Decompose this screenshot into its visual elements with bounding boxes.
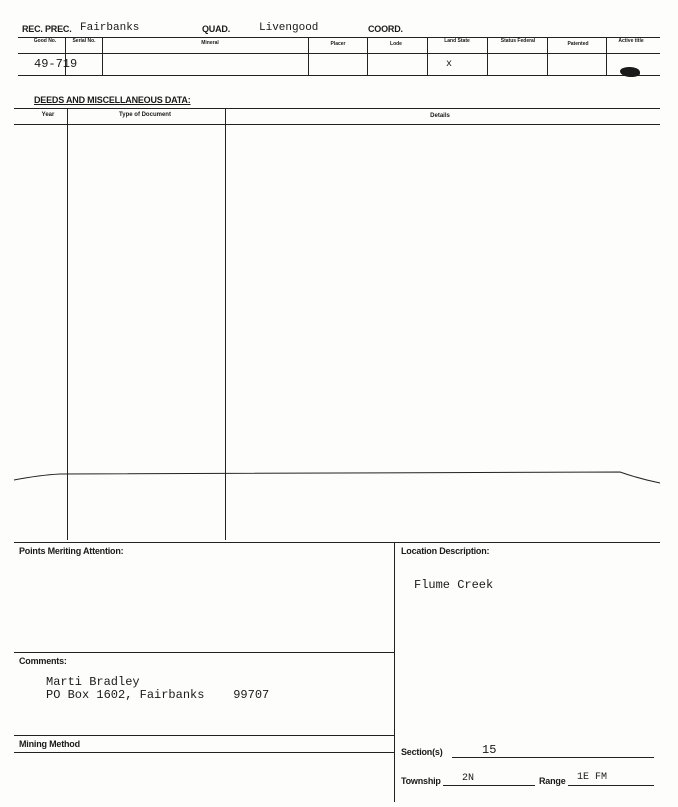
col-serial-no: Serial No. — [72, 38, 96, 44]
bottom-section-top-line — [14, 542, 660, 543]
township-value: 2N — [462, 773, 475, 784]
col-active-title: Active title — [618, 38, 644, 44]
township-underline — [443, 785, 535, 786]
points-label: Points Meriting Attention: — [19, 546, 124, 556]
record-table-top-line — [18, 37, 660, 38]
comments-line-2: PO Box 1602, Fairbanks 99707 — [46, 688, 270, 702]
mining-label: Mining Method — [19, 739, 80, 749]
ink-blot — [620, 67, 640, 77]
deeds-title: DEEDS AND MISCELLANEOUS DATA: — [34, 95, 191, 105]
section-underline — [452, 757, 654, 758]
col-divider — [547, 37, 548, 75]
col-land-state: Land State — [444, 38, 470, 44]
col-placer: Placer — [330, 41, 346, 47]
bottom-section-divider — [394, 542, 395, 802]
land-state-value: x — [446, 59, 453, 70]
col-mineral: Mineral — [201, 40, 219, 46]
good-no-value: 49-719 — [34, 57, 78, 71]
range-label: Range — [539, 776, 566, 786]
deeds-top-line — [14, 108, 660, 109]
location-label: Location Description: — [401, 546, 490, 556]
deeds-col-details: Details — [430, 113, 450, 119]
col-divider — [102, 37, 103, 75]
mining-bottom-line — [14, 752, 394, 753]
mining-top-line — [14, 735, 394, 736]
deeds-header-line — [14, 124, 660, 125]
col-divider — [606, 37, 607, 75]
coord-label: COORD. — [368, 24, 403, 34]
location-value: Flume Creek — [414, 578, 494, 592]
col-divider — [308, 37, 309, 75]
comments-top-line — [14, 652, 394, 653]
col-divider — [367, 37, 368, 75]
record-table-header-line — [18, 53, 660, 54]
township-label: Township — [401, 776, 441, 786]
comments-label: Comments: — [19, 656, 67, 666]
col-lode: Lode — [390, 41, 402, 47]
range-underline — [568, 785, 654, 786]
deeds-col-type: Type of Document — [119, 112, 171, 118]
section-label: Section(s) — [401, 747, 443, 757]
deeds-col-year: Year — [41, 112, 55, 118]
paper-fold-line — [0, 465, 678, 495]
col-good-no: Good No. — [33, 38, 57, 44]
rec-prec-value: Fairbanks — [80, 22, 140, 34]
col-status-federal: Status Federal — [500, 38, 536, 44]
quad-label: QUAD. — [202, 24, 230, 34]
comments-line-1: Marti Bradley — [46, 675, 140, 689]
record-table-bottom-line — [18, 75, 660, 76]
range-value: 1E FM — [577, 772, 608, 783]
quad-value: Livengood — [259, 22, 319, 34]
section-value: 15 — [482, 743, 497, 757]
rec-prec-label: REC. PREC. — [22, 24, 72, 34]
col-divider — [487, 37, 488, 75]
col-patented: Patented — [567, 41, 589, 47]
col-divider — [427, 37, 428, 75]
